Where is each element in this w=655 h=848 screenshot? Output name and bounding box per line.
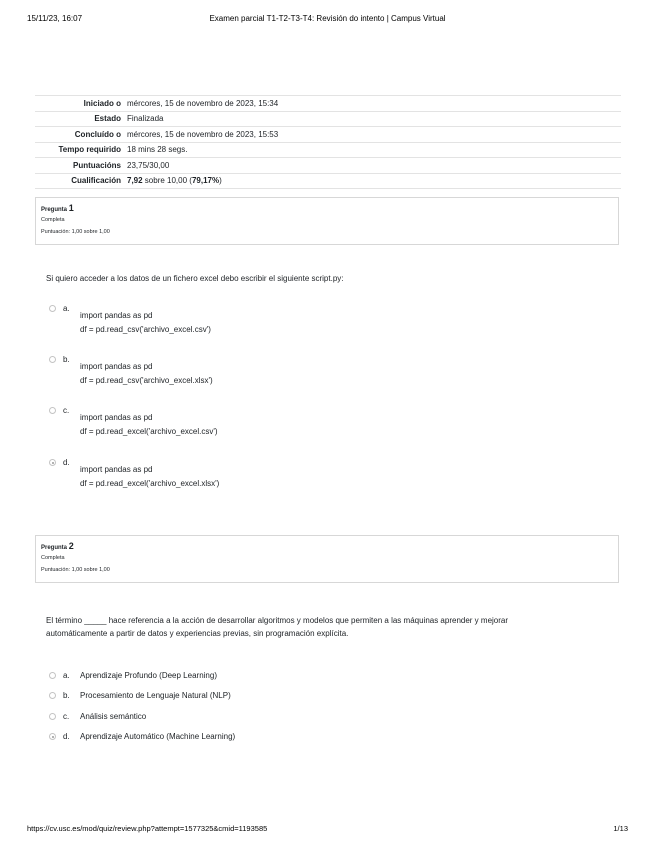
grade-score: 7,92 <box>127 176 143 186</box>
print-date: 15/11/23, 16:07 <box>27 14 83 23</box>
print-header <box>27 14 628 26</box>
radio-button[interactable] <box>49 407 56 414</box>
answer-option-a[interactable] <box>49 671 449 683</box>
answer-option-b[interactable] <box>49 691 449 703</box>
option-label: Aprendizaje Automático (Machine Learning) <box>80 732 236 741</box>
option-letter: b. <box>63 355 70 364</box>
summary-value: 18 mins 28 segs. <box>127 145 188 155</box>
grade-percent: 79,17% <box>191 176 220 186</box>
option-code-line: df = pd.read_csv('archivo_excel.csv') <box>80 324 211 334</box>
summary-label: Concluído o <box>74 129 121 139</box>
option-letter: d. <box>63 732 70 741</box>
option-code-line: import pandas as pd <box>80 311 153 320</box>
answer-option-a[interactable] <box>49 304 449 334</box>
question-number <box>41 203 618 214</box>
print-footer <box>27 824 628 836</box>
radio-button-selected[interactable] <box>49 733 56 740</box>
summary-value: 23,75/30,00 <box>127 160 170 170</box>
question-num: 1 <box>68 203 74 213</box>
option-code-line: import pandas as pd <box>80 413 153 422</box>
answer-option-d[interactable] <box>49 732 449 744</box>
option-code <box>80 411 218 438</box>
question-2-info <box>35 535 619 583</box>
question-1-text: Si quiero acceder a los datos de un fichero excel debo escribir el siguiente script.py: <box>46 274 344 283</box>
option-letter: c. <box>63 406 70 415</box>
summary-row-marks <box>35 158 621 174</box>
summary-label: Iniciado o <box>83 98 121 108</box>
option-code <box>80 463 219 490</box>
answer-option-b[interactable] <box>49 355 449 385</box>
option-label: Procesamiento de Lenguaje Natural (NLP) <box>80 691 231 700</box>
option-code-line: df = pd.read_excel('archivo_excel.xlsx') <box>80 478 220 488</box>
question-label: Pregunta <box>41 545 68 551</box>
question-num: 2 <box>68 541 74 551</box>
summary-value: mércores, 15 de novembro de 2023, 15:34 <box>127 98 279 108</box>
question-grade: Puntuación: 1,00 sobre 1,00 <box>41 229 110 235</box>
summary-row-completed <box>35 127 621 143</box>
option-letter: b. <box>63 691 70 700</box>
attempt-summary-table <box>35 95 621 189</box>
option-letter: d. <box>63 458 70 467</box>
page-url[interactable]: https://cv.usc.es/mod/quiz/review.php?attempt=1577325&cmid=1193585 <box>27 824 268 833</box>
summary-value: Finalizada <box>127 114 164 124</box>
question-grade: Puntuación: 1,00 sobre 1,00 <box>41 567 110 573</box>
question-state: Completa <box>41 217 65 223</box>
option-code-line: df = pd.read_csv('archivo_excel.xlsx') <box>80 375 213 385</box>
question-number <box>41 541 618 552</box>
radio-button-selected[interactable] <box>49 459 56 466</box>
radio-button[interactable] <box>49 672 56 679</box>
summary-row-state <box>35 111 621 127</box>
summary-label: Estado <box>94 114 121 124</box>
grade-end: ) <box>219 176 222 186</box>
radio-button[interactable] <box>49 692 56 699</box>
question-2-text <box>46 614 586 640</box>
question-state: Completa <box>41 555 65 561</box>
question-text-line: automáticamente a partir de datos y experiencias previas, sin programación explícita. <box>46 629 349 638</box>
option-code-line: df = pd.read_excel('archivo_excel.csv') <box>80 426 218 436</box>
option-label: Análisis semántico <box>80 712 147 721</box>
answer-option-c[interactable] <box>49 712 449 724</box>
option-code <box>80 309 211 336</box>
option-letter: c. <box>63 712 70 721</box>
radio-button[interactable] <box>49 305 56 312</box>
summary-label: Tempo requirido <box>58 145 121 155</box>
question-text-line: El término _____ hace referencia a la acción de desarrollar algoritmos y modelos que permiten a las máquinas aprender y mejorar <box>46 616 509 625</box>
answer-option-d[interactable] <box>49 458 449 488</box>
grade-middle: sobre 10,00 ( <box>142 176 192 186</box>
question-label: Pregunta <box>41 207 68 213</box>
option-label: Aprendizaje Profundo (Deep Learning) <box>80 671 217 680</box>
question-1-info <box>35 197 619 245</box>
summary-row-started <box>35 96 621 112</box>
option-letter: a. <box>63 671 70 680</box>
page-number: 1/13 <box>613 824 628 833</box>
summary-row-time-taken <box>35 142 621 158</box>
answer-option-c[interactable] <box>49 406 449 436</box>
option-code <box>80 360 213 387</box>
radio-button[interactable] <box>49 713 56 720</box>
radio-button[interactable] <box>49 356 56 363</box>
summary-label: Cualificación <box>71 176 121 186</box>
option-letter: a. <box>63 304 70 313</box>
summary-row-grade <box>35 173 621 189</box>
summary-value: mércores, 15 de novembro de 2023, 15:53 <box>127 129 279 139</box>
grade-value <box>127 173 621 189</box>
option-code-line: import pandas as pd <box>80 362 153 371</box>
summary-label: Puntuacións <box>72 160 121 170</box>
page-title: Examen parcial T1-T2-T3-T4: Revisión do intento | Campus Virtual <box>209 14 446 23</box>
option-code-line: import pandas as pd <box>80 465 153 474</box>
